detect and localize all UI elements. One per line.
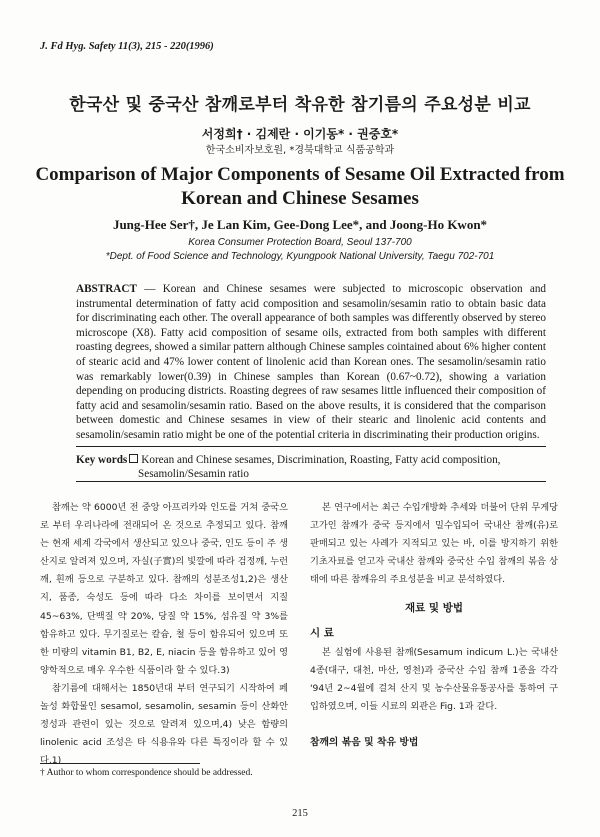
abstract-label: ABSTRACT <box>76 283 137 295</box>
subheading-roasting-extraction: 참깨의 볶음 및 착유 방법 <box>310 737 419 749</box>
abstract <box>76 282 546 443</box>
abstract-text: Korean and Chinese sesames were subjected to microscopic observation and instrumental determination of fatty acid composition and sesamolin/sesamin ratio to obtain basic data for discriminating each other. The overall appearance of both samples was differently observed by stereo microscope (X8). Fatty acid composition of sesame oils, extracted from both samples with different roasting degrees, showed a similar pattern although Chinese samples cointained about 6% higher content of stearic acid and 47% lower content of linolenic acid than Korean ones. The sesamolin/sesamin ratio was remarkably lower(0.39) in Chinese samples than Korean (0.67~0.72), showing a variation depending on producing districts. Roasting degrees of raw sesames little influenced their composition of fatty acid and sesamolin/sesamin ratio. Based on the above results, it is considered that the comparison between domestic and Chinese sesames in view of their stearic and linolenic acid contents and sesamolin/sesamin ratio might be one of the potential criteria in discriminating their production origins. <box>76 283 547 441</box>
korean-title: 한국산 및 중국산 참깨로부터 착유한 참기름의 주요성분 비교 <box>69 95 531 115</box>
section-heading-materials-methods: 재료 및 방법 <box>404 602 464 615</box>
intro-paragraph-2: 참기름에 대해서는 1850년대 부터 연구되기 시작하여 페놀성 화합물인 sesamol, sesamolin, sesamin 등이 산화안정성과 관련이 있는 것으로 알려져 있으며,4) 낮은 함량의 linolenic acid 조성은 타 식용유와 다른 특징이라 할 수 있다.1) <box>40 682 288 767</box>
journal-citation: J. Fd Hyg. Safety 11(3), 215 - 220(1996) <box>40 41 214 52</box>
keywords-box-icon <box>129 454 138 463</box>
english-title-line1: Comparison of Major Components of Sesame Oil Extracted from <box>35 164 565 185</box>
samples-paragraph: 본 실험에 사용된 참깨(Sesamum indicum L.)는 국내산 4종(대구, 대천, 마산, 영천)과 중국산 수입 참깨 1종을 각각 '94년 2~4월에 걸쳐 산지 및 농수산물유통공사를 통하여 구입하였으며, 이들 시료의 외관은 Fig. 1과 같다. <box>310 646 558 712</box>
keywords-line2: Sesamolin/Sesamin ratio <box>138 468 249 480</box>
intro-paragraph-1: 참깨는 약 6000년 전 중앙 아프리카와 인도를 거쳐 중국으로 부터 우리나라에 전래되어 온 것으로 추정되고 있다. 참깨는 현재 세계 각국에서 생산되고 있으나 중국, 인도 등이 주 생산지로 알려져 있으며, 자실(子實)의 빛깔에 따라 검정깨, 누런깨, 흰깨 등으로 구분하고 있다. 참깨의 성분조성1,2)은 생산지, 품종, 숙성도 등에 따라 다소 차이를 보이면서 지질 45~63%, 단백질 약 20%, 당질 약 15%, 섬유질 약 3%를 함유하고 있다. 무기질로는 칼슘, 철 등이 함유되어 있으며 또한 미량의 vitamin B1, B2, E, niacin 등을 함유하고 있어 영양학적으로 매우 우수한 식품이라 할 수 있다.3) <box>40 502 288 676</box>
body-right-column <box>310 499 558 752</box>
abstract-dash: — <box>136 283 163 295</box>
keywords-label: Key words <box>76 454 128 466</box>
page-number: 215 <box>292 808 308 819</box>
english-affiliation-2: *Dept. of Food Science and Technology, Kyungpook National University, Taegu 702-701 <box>105 251 495 262</box>
korean-affiliation: 한국소비자보호원, *경북대학교 식품공학과 <box>205 145 395 156</box>
english-title-line2: Korean and Chinese Sesames <box>181 188 419 209</box>
body-left-column <box>40 499 288 770</box>
footnote-rule <box>40 763 200 764</box>
korean-authors: 서정희† · 김제란 · 이기동* · 권중호* <box>201 127 399 141</box>
english-affiliation-1: Korea Consumer Protection Board, Seoul 137-700 <box>188 237 412 248</box>
english-title <box>0 163 600 211</box>
english-authors: Jung-Hee Ser†, Je Lan Kim, Gee-Dong Lee*, and Joong-Ho Kwon* <box>112 217 488 232</box>
keywords-top-rule <box>76 446 546 447</box>
footnote: † Author to whom correspondence should be addressed. <box>40 768 253 778</box>
keywords-bottom-rule <box>76 481 546 482</box>
keywords <box>76 453 556 481</box>
subheading-samples: 시 료 <box>310 626 334 639</box>
keywords-line1: Korean and Chinese sesames, Discrimination, Roasting, Fatty acid composition, <box>141 454 501 466</box>
intro-paragraph-3: 본 연구에서는 최근 수입개방화 추세와 더불어 단위 무게당 고가인 참깨가 중국 등지에서 밀수입되어 국내산 참깨(유)로 판매되고 있는 사례가 지적되고 있는 바, 이를 방지하기 위한 기초자료를 얻고자 국내산 참깨와 중국산 수입 참깨의 볶음 상태에 따른 참깨유의 주요성분을 비교 분석하였다. <box>310 502 558 586</box>
